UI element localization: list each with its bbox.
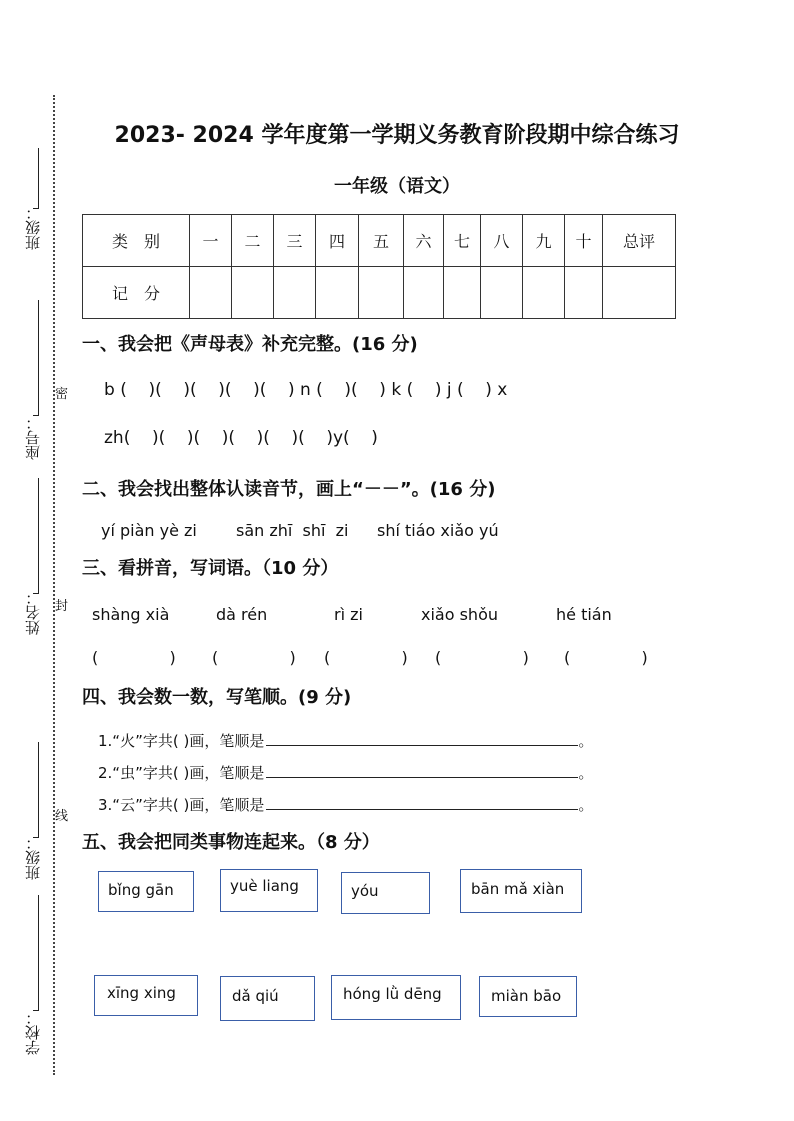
section2-word-1[interactable]: yí piàn yè zi (101, 521, 197, 540)
stroke-item-2 (98, 762, 593, 783)
header-col-3: 三 (274, 215, 316, 267)
score-cell[interactable] (444, 267, 481, 319)
section1-line2[interactable]: zh( )( )( )( )( )( )y( ) (104, 428, 378, 448)
binding-dotted-line (53, 95, 55, 1075)
exam-title: 2023- 2024 学年度第一学期义务教育阶段期中综合练习 (114, 123, 680, 148)
match-box-mian-bao[interactable]: miàn bāo (479, 976, 577, 1017)
match-box-bing-gan[interactable]: bǐng gān (98, 871, 194, 912)
score-cell[interactable] (481, 267, 523, 319)
section3-answer-3[interactable]: ( ) (324, 648, 408, 667)
match-box-da-qiu[interactable]: dǎ qiú (220, 976, 315, 1021)
section3-answer-4[interactable]: ( ) (435, 648, 529, 667)
section2-word-2[interactable]: sān zhī shī zi (236, 521, 349, 540)
header-col-6: 六 (404, 215, 444, 267)
header-col-9: 九 (523, 215, 565, 267)
seat-field-tick (33, 415, 39, 416)
stroke-item-2-answer-line[interactable] (266, 763, 578, 778)
stroke-item-3-end: 。 (578, 796, 594, 814)
match-box-yue-liang[interactable]: yuè liang (220, 869, 318, 912)
name-field-tick (33, 593, 39, 594)
stroke-item-3-answer-line[interactable] (266, 795, 578, 810)
section3-pinyin-5: hé tián (556, 605, 612, 624)
stroke-item-1-end: 。 (578, 732, 594, 750)
match-box-hong-lv-deng[interactable]: hóng lǜ dēng (331, 975, 461, 1020)
section3-answer-1[interactable]: ( ) (92, 648, 176, 667)
header-col-10: 十 (565, 215, 603, 267)
section3-pinyin-2: dà rén (216, 605, 268, 624)
class-label-bottom: 班级： (24, 835, 42, 880)
seat-field[interactable] (38, 300, 39, 415)
section2-title: 二、我会找出整体认读音节，画上“－－”。(16 分) (82, 479, 496, 500)
section3-pinyin-3: rì zi (334, 605, 363, 624)
score-cell[interactable] (316, 267, 359, 319)
school-field[interactable] (38, 895, 39, 1010)
match-box-you[interactable]: yóu (341, 872, 430, 914)
header-col-5: 五 (359, 215, 404, 267)
score-cell[interactable] (404, 267, 444, 319)
section3-pinyin-4: xiǎo shǒu (421, 605, 498, 624)
seal-xian: 线 (55, 809, 69, 824)
stroke-item-2-prompt: 2.“虫”字共( )画，笔顺是 (98, 764, 265, 782)
school-field-tick (33, 1010, 39, 1011)
class-field-bottom-tick (33, 837, 39, 838)
seal-feng: 封 (55, 599, 69, 614)
score-row-label: 记 分 (83, 267, 190, 319)
score-cell[interactable] (359, 267, 404, 319)
section3-title: 三、看拼音，写词语。（10 分） (82, 558, 339, 579)
class-field-bottom[interactable] (38, 742, 39, 837)
score-cell[interactable] (274, 267, 316, 319)
class-label-top: 班级： (24, 205, 42, 250)
match-box-ban-ma-xian[interactable]: bān mǎ xiàn (460, 869, 582, 913)
header-col-4: 四 (316, 215, 359, 267)
section5-title: 五、我会把同类事物连起来。（8 分） (82, 832, 380, 853)
seal-mi: 密 (55, 387, 69, 402)
stroke-item-3-prompt: 3.“云”字共( )画，笔顺是 (98, 796, 265, 814)
section3-answer-5[interactable]: ( ) (564, 648, 648, 667)
section4-title: 四、我会数一数，写笔顺。(9 分) (82, 687, 352, 708)
section1-line1[interactable]: b ( )( )( )( )( ) n ( )( ) k ( ) j ( ) x (104, 380, 508, 400)
score-cell[interactable] (565, 267, 603, 319)
stroke-item-1-answer-line[interactable] (266, 731, 578, 746)
stroke-item-1 (98, 730, 593, 751)
name-field[interactable] (38, 478, 39, 593)
score-table (82, 214, 676, 319)
exam-subtitle: 一年级（语文） (334, 176, 460, 197)
header-col-1: 一 (190, 215, 232, 267)
name-label: 姓名： (24, 590, 42, 635)
header-total: 总评 (603, 215, 676, 267)
seat-label: 座号： (24, 415, 42, 460)
section3-pinyin-1: shàng xià (92, 605, 170, 624)
stroke-item-1-prompt: 1.“火”字共( )画，笔顺是 (98, 732, 265, 750)
class-field-top-tick (33, 208, 39, 209)
section2-word-3[interactable]: shí tiáo xiǎo yú (377, 521, 499, 540)
school-label: 学校： (24, 1010, 42, 1055)
stroke-item-2-end: 。 (578, 764, 594, 782)
header-category: 类 别 (83, 215, 190, 267)
stroke-item-3 (98, 794, 593, 815)
header-col-7: 七 (444, 215, 481, 267)
match-box-xing-xing[interactable]: xīng xing (94, 975, 198, 1016)
score-cell[interactable] (190, 267, 232, 319)
header-col-2: 二 (232, 215, 274, 267)
section1-title: 一、我会把《声母表》补充完整。(16 分) (82, 334, 418, 355)
score-cell[interactable] (232, 267, 274, 319)
score-cell[interactable] (523, 267, 565, 319)
header-col-8: 八 (481, 215, 523, 267)
section3-answer-2[interactable]: ( ) (212, 648, 296, 667)
score-cell[interactable] (603, 267, 676, 319)
